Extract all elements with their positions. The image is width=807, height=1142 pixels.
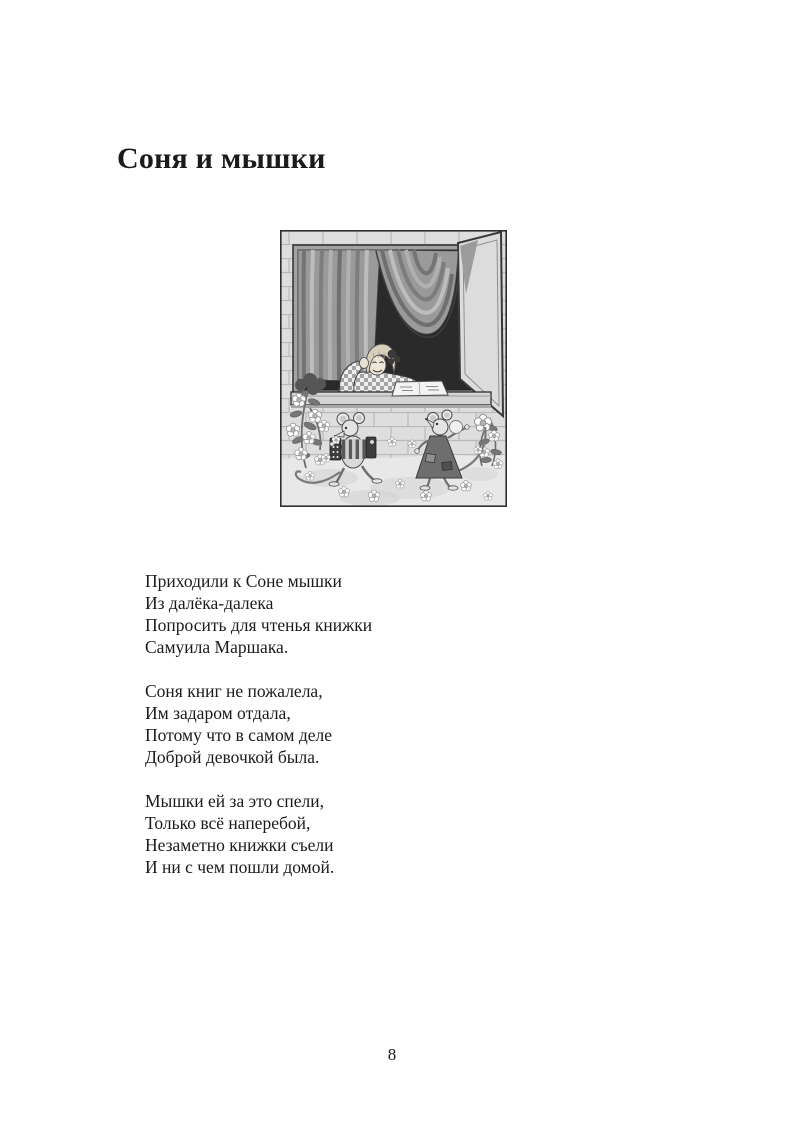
poem-line: Потому что в самом деле [145, 725, 333, 745]
illustration-canvas [280, 230, 507, 507]
stanza-3 [145, 790, 372, 878]
kerchief-bundle [450, 421, 463, 434]
page-number: 8 [387, 1045, 397, 1064]
poem-text [145, 570, 372, 878]
poem-line: Незаметно книжки съели [145, 835, 334, 855]
girl-hand [360, 358, 369, 369]
poem-line: И ни с чем пошли домой. [145, 857, 335, 877]
poem-line: Самуила Маршака. [145, 637, 289, 657]
poem-line: Только всё наперебой, [145, 813, 311, 833]
stanza-1 [145, 570, 372, 658]
poem-line: Соня книг не пожалела, [145, 681, 323, 701]
poem-line: Из далёка-далека [145, 593, 274, 613]
poem-line: Мышки ей за это спели, [145, 791, 325, 811]
page-title: Соня и мышки [117, 142, 326, 175]
poem-line: Приходили к Соне мышки [145, 571, 342, 591]
book [392, 381, 448, 396]
mouse-head [432, 419, 448, 435]
windowsill [291, 392, 491, 408]
poem-line: Доброй девочкой была. [145, 747, 320, 767]
poem-line: Попросить для чтенья книжки [145, 615, 373, 635]
poem-line: Им задаром отдала, [145, 703, 291, 723]
poem-illustration [280, 230, 507, 507]
stanza-2 [145, 680, 372, 768]
